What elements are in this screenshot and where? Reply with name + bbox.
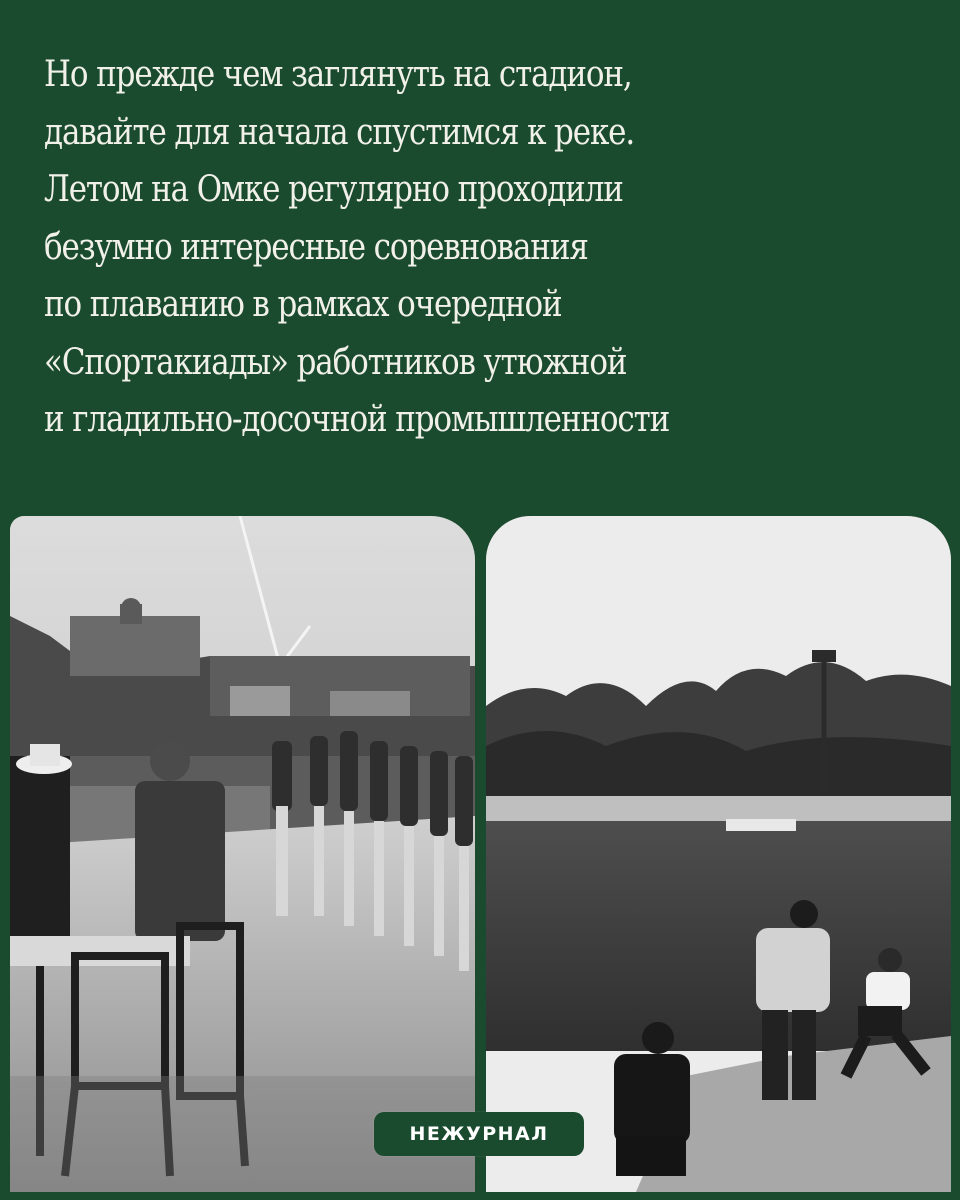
caption-line: «Спортакиады» работников утюжной: [44, 341, 627, 383]
archival-beach-photo: [10, 516, 475, 1192]
caption-line: Летом на Омке регулярно проходили: [44, 169, 623, 210]
brand-logo: НЕЖУРНАЛ: [374, 1112, 584, 1156]
caption-line: и гладильно-досочной промышленности: [44, 399, 670, 440]
caption-line: Но прежде чем заглянуть на стадион,: [44, 54, 632, 95]
archival-beach-image: [10, 516, 475, 1192]
caption-text: [44, 46, 801, 449]
caption-line: давайте для начала спустимся к реке.: [44, 111, 635, 153]
river-shore-image: [486, 516, 951, 1192]
caption-line: по плаванию в рамках очередной: [44, 284, 562, 325]
caption-line: безумно интересные соревнования: [44, 226, 588, 268]
river-shore-photo: [486, 516, 951, 1192]
